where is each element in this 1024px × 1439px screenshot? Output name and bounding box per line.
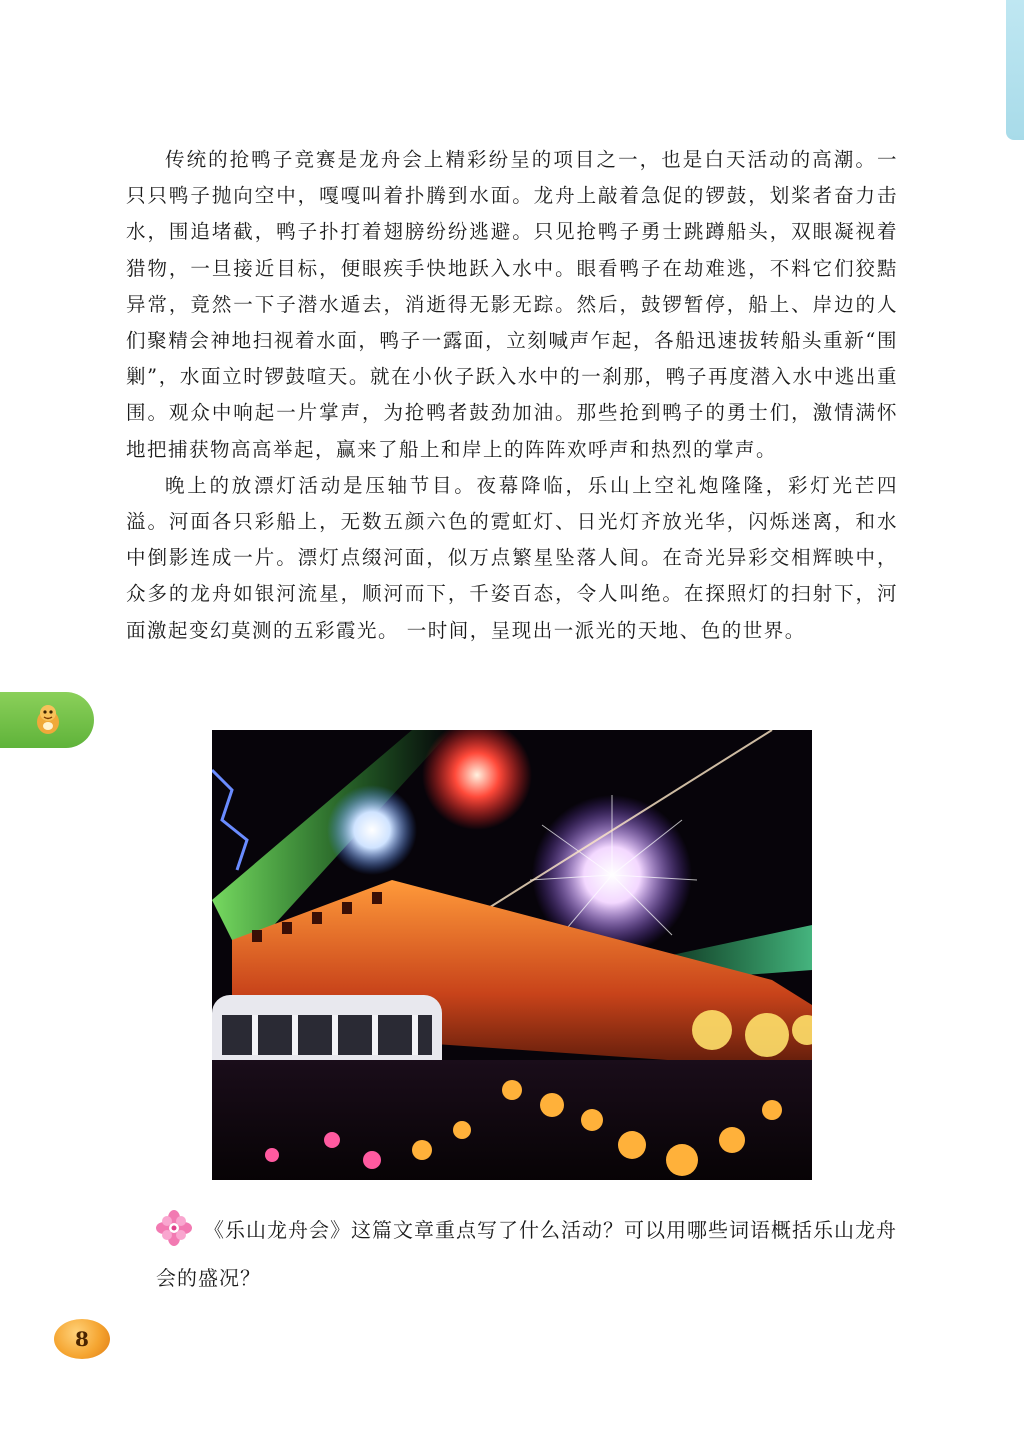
section-tab-right bbox=[1006, 0, 1024, 140]
discussion-question bbox=[156, 1206, 900, 1302]
lantern-festival-photo bbox=[212, 730, 812, 1180]
article-paragraph: 晚上的放漂灯活动是压轴节目。夜幕降临，乐山上空礼炮隆隆，彩灯光芒四溢。河面各只彩船上，无数五颜六色的霓虹灯、日光灯齐放光华，闪烁迷离，和水中倒影连成一片。漂灯点缀河面，似万点繁星坠落人间。在奇光异彩交相辉映中，众多的龙舟如银河流星，顺河而下，千姿百态，令人叫绝。在探照灯的扫射下，河面激起变幻莫测的五彩霞光。 一时间，呈现出一派光的天地、色的世界。 bbox=[126, 473, 898, 642]
article-paragraph: 传统的抢鸭子竞赛是龙舟会上精彩纷呈的项目之一，也是白天活动的高潮。一只只鸭子抛向空中，嘎嘎叫着扑腾到水面。龙舟上敲着急促的锣鼓，划桨者奋力击水，围追堵截，鸭子扑打着翅膀纷纷逃避。只见抢鸭子勇士跳蹲船头，双眼凝视着猎物，一旦接近目标，便眼疾手快地跃入水中。眼看鸭子在劫难逃，不料它们狡黠异常，竟然一下子潜水遁去，消逝得无影无踪。然后，鼓锣暂停，船上、岸边的人们聚精会神地扫视着水面，鸭子一露面，立刻喊声乍起，各船迅速拔转船头重新“围剿”，水面立时锣鼓喧天。就在小伙子跃入水中的一刹那，鸭子再度潜入水中逃出重围。观众中响起一片掌声，为抢鸭者鼓劲加油。那些抢到鸭子的勇士们，激情满怀地把捕获物高高举起，赢来了船上和岸上的阵阵欢呼声和热烈的掌声。 bbox=[126, 148, 898, 461]
question-text: 《乐山龙舟会》这篇文章重点写了什么活动？可以用哪些词语概括乐山龙舟会的盛况？ bbox=[156, 1218, 897, 1290]
mascot-icon bbox=[34, 702, 62, 736]
flower-icon bbox=[156, 1210, 192, 1246]
section-tab-left bbox=[0, 692, 94, 748]
page-number: 8 bbox=[54, 1319, 110, 1359]
article-body bbox=[126, 142, 898, 649]
